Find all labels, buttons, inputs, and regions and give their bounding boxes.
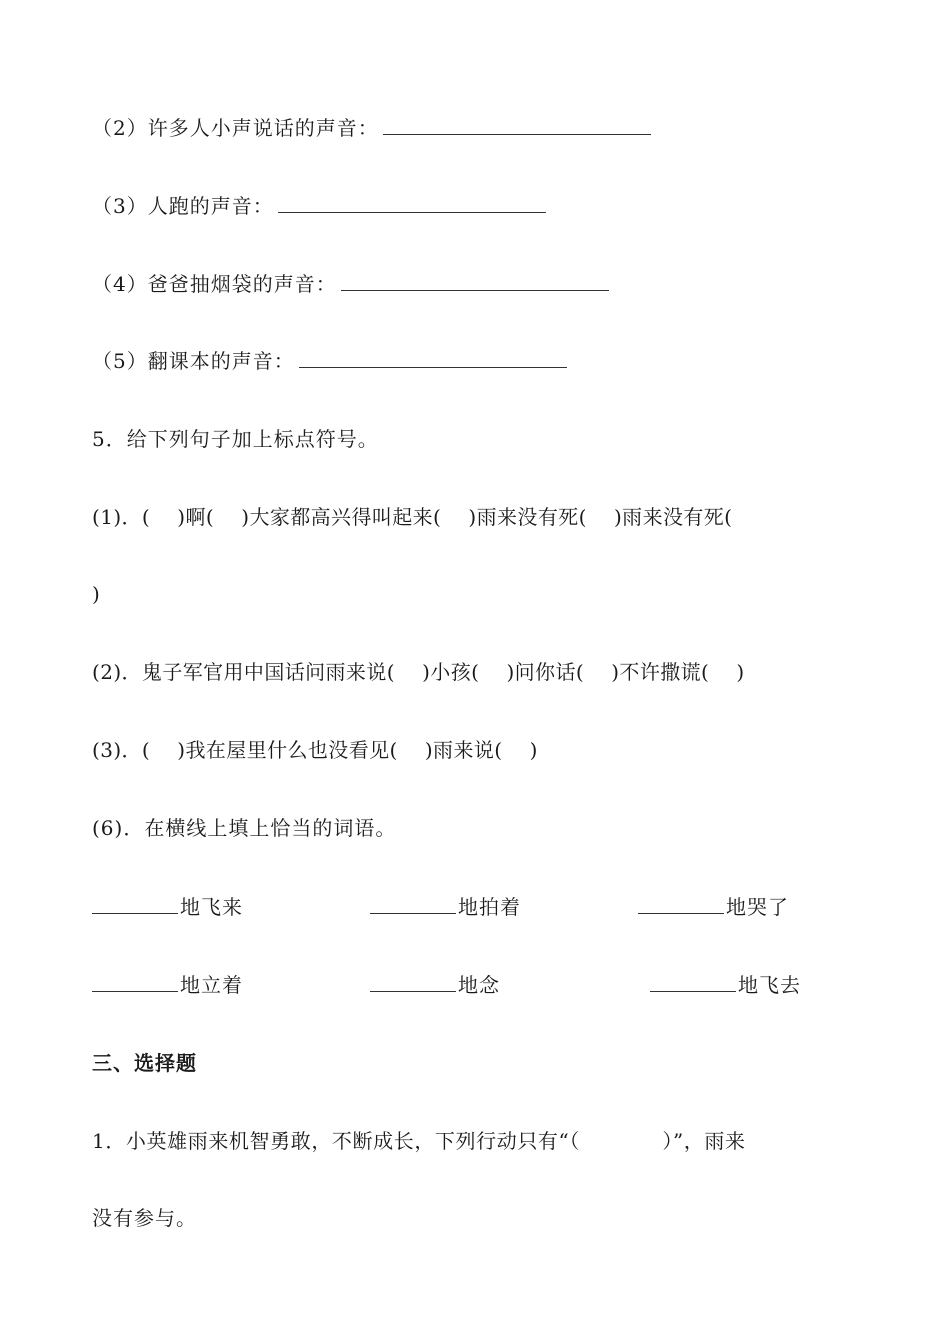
- fill-word-item: [370, 971, 500, 999]
- answer-blank[interactable]: [383, 114, 651, 135]
- word-blank[interactable]: [92, 893, 178, 914]
- word-blank[interactable]: [92, 971, 178, 992]
- sound-item-2: [92, 114, 651, 142]
- sentence-1-line-2: ): [92, 582, 101, 606]
- fill-word-item: [370, 893, 521, 921]
- word-suffix: 地立着: [180, 973, 243, 997]
- sentence-3: (3)．( )我在屋里什么也没看见( )雨来说( ): [92, 738, 538, 762]
- fill-word-item: [92, 971, 243, 999]
- sound-item-label: （5）翻课本的声音：: [92, 349, 295, 373]
- sound-item-label: （2）许多人小声说话的声音：: [92, 116, 379, 140]
- word-suffix: 地拍着: [458, 895, 521, 919]
- sound-item-label: （3）人跑的声音：: [92, 194, 274, 218]
- word-blank[interactable]: [370, 971, 456, 992]
- answer-blank[interactable]: [341, 270, 609, 291]
- sound-item-4: [92, 270, 609, 298]
- sound-item-3: [92, 192, 546, 220]
- question-5-title: 5．给下列句子加上标点符号。: [92, 427, 379, 451]
- sound-item-label: （4）爸爸抽烟袋的声音：: [92, 272, 337, 296]
- word-blank[interactable]: [370, 893, 456, 914]
- word-blank[interactable]: [638, 893, 724, 914]
- word-blank[interactable]: [650, 971, 736, 992]
- word-suffix: 地念: [458, 973, 500, 997]
- choice-question-1-line-1: 1．小英雄雨来机智勇敢，不断成长，下列行动只有“（ ）”，雨来: [92, 1129, 746, 1153]
- word-suffix: 地飞来: [180, 895, 243, 919]
- sentence-2: (2)．鬼子军官用中国话问雨来说( )小孩( )问你话( )不许撒谎( ): [92, 660, 745, 684]
- answer-blank[interactable]: [278, 192, 546, 213]
- fill-word-item: [650, 971, 801, 999]
- fill-word-item: [638, 893, 789, 921]
- choice-question-1-line-2: 没有参与。: [92, 1206, 197, 1230]
- word-suffix: 地飞去: [738, 973, 801, 997]
- fill-word-item: [92, 893, 243, 921]
- question-6-title: (6)．在横线上填上恰当的词语。: [92, 816, 397, 840]
- section-3-heading: 三、选择题: [92, 1051, 197, 1075]
- sentence-1-line-1: (1)．( )啊( )大家都高兴得叫起来( )雨来没有死( )雨来没有死(: [92, 505, 733, 529]
- sound-item-5: [92, 347, 567, 375]
- answer-blank[interactable]: [299, 347, 567, 368]
- word-suffix: 地哭了: [726, 895, 789, 919]
